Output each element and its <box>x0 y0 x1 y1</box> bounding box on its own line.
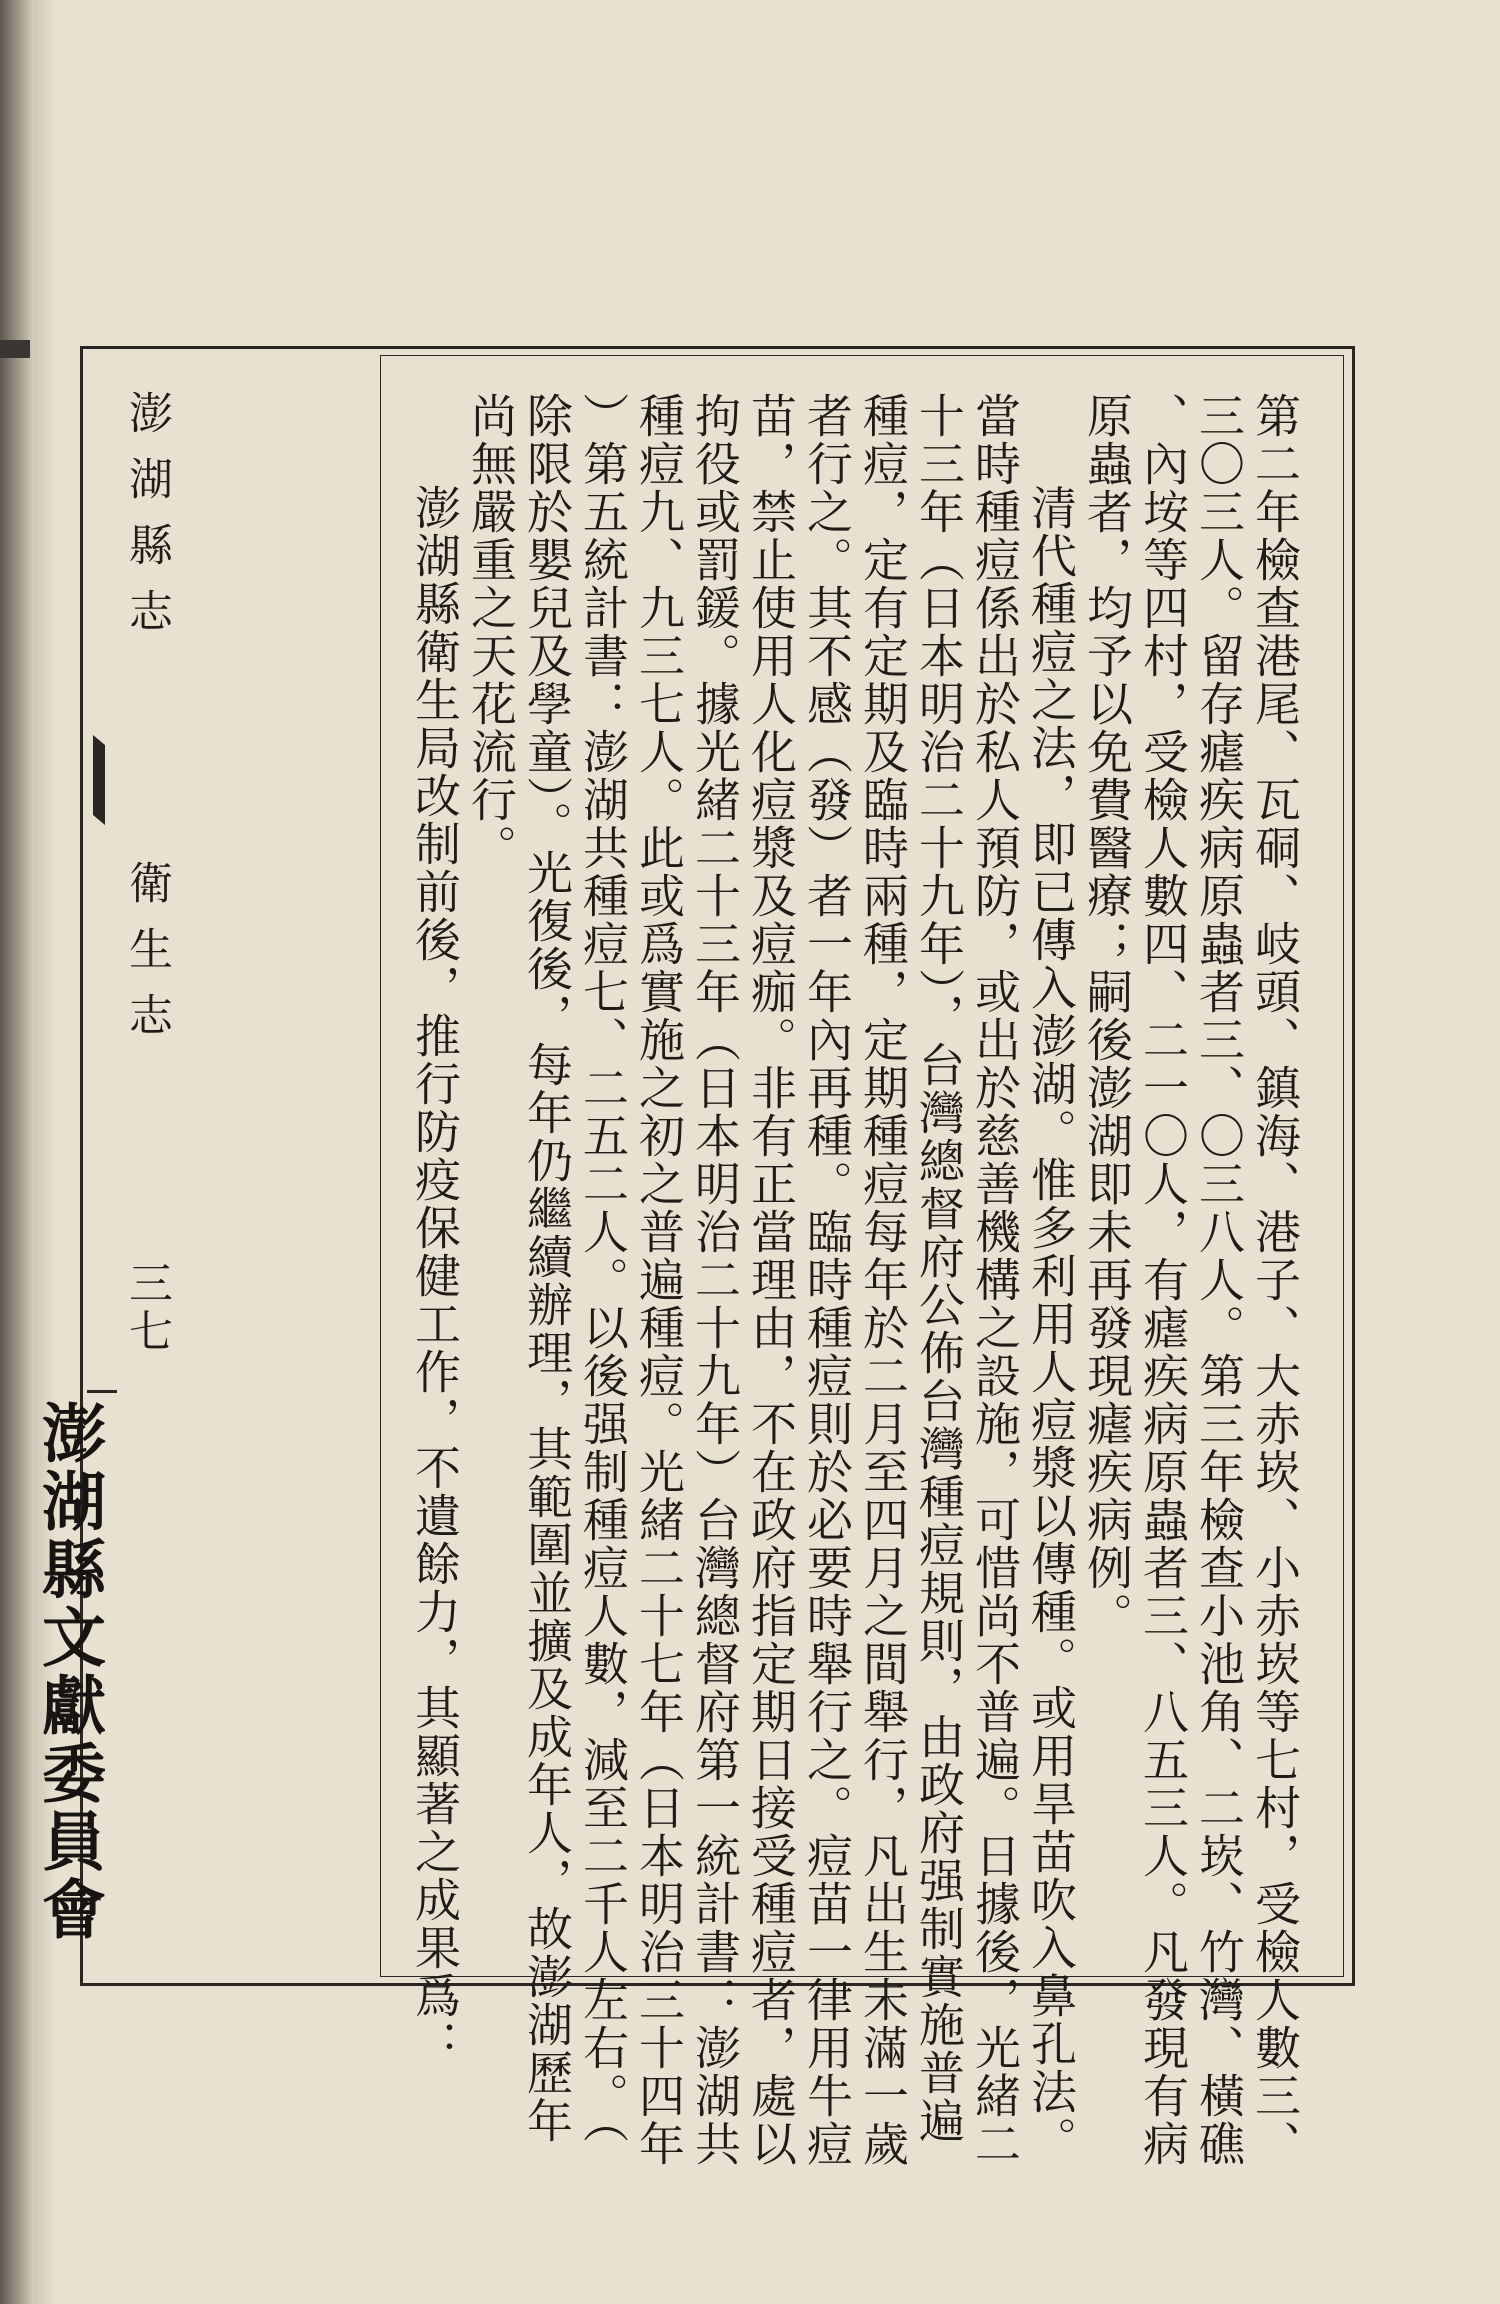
fold-mark <box>93 735 105 825</box>
text-column-5: 清代種痘之法，即已傳入澎湖。惟多利用人痘漿以傳種。或用旱苗吹入鼻孔法。 <box>1024 484 1078 2164</box>
text-column-6: 當時種痘係出於私人預防，或出於慈善機構之設施，可惜尚不普遍。日據後，光緒二 <box>968 392 1022 2168</box>
text-column-1: 第二年檢查港尾、瓦硐、岐頭、鎮海、港子、大赤崁、小赤崁等七村，受檢人數三、 <box>1248 392 1302 2168</box>
book-title: 澎湖縣志 <box>121 390 172 654</box>
text-column-7: 十三年（日本明治二十九年），台灣總督府公佈台灣種痘規則，由政府强制實施普遍 <box>912 392 966 2145</box>
text-column-13: ）第五統計書：澎湖共種痘七、二五二人。以後强制種痘人數，減至二千人左右。（ <box>576 392 630 2145</box>
page-number: 三七 <box>121 1260 172 1356</box>
text-column-4: 原蟲者，均予以免費醫療；嗣後澎湖即未再發現瘧疾病例。 <box>1080 392 1134 1640</box>
publisher-stamp: 澎湖縣文獻委員會 <box>31 1400 106 1944</box>
text-column-16: 澎湖縣衛生局改制前後，推行防疫保健工作，不遺餘力，其顯著之成果爲： <box>408 484 462 2068</box>
ink-smudge <box>0 340 30 358</box>
text-column-3: 、內垵等四村，受檢人數四、二一〇人，有瘧疾病原蟲者三、八五三人。凡發現有病 <box>1136 392 1190 2168</box>
margin-header <box>110 380 172 1980</box>
fold-rule <box>87 1390 117 1393</box>
text-column-2: 三〇三人。留存瘧疾病原蟲者三、〇三八人。第三年檢查小池角、二崁、竹灣、橫礁 <box>1192 392 1246 2168</box>
text-column-8: 種痘，定有定期及臨時兩種，定期種痘每年於二月至四月之間舉行，凡出生未滿一歲 <box>856 392 910 2168</box>
binding-strip <box>34 0 56 2304</box>
text-column-10: 苗，禁止使用人化痘漿及痘痂。非有正當理由，不在政府指定期日接受種痘者，處以 <box>744 392 798 2168</box>
text-column-12: 種痘九、九三七人。此或爲實施之初之普遍種痘。光緒二十七年（日本明治三十四年 <box>632 392 686 2168</box>
section-title: 衛生志 <box>121 860 172 1058</box>
text-column-14: 除限於嬰兒及學童）。光復後，每年仍繼續辦理，其範圍並擴及成年人，故澎湖歷年 <box>520 392 574 2145</box>
text-column-11: 拘役或罰鍰。據光緒二十三年（日本明治二十九年）台灣總督府第一統計書：澎湖共 <box>688 392 742 2168</box>
text-column-9: 者行之。其不感（發）者一年內再種。臨時種痘則於必要時舉行之。痘苗一律用牛痘 <box>800 392 854 2168</box>
text-column-15: 尚無嚴重之天花流行。 <box>464 392 518 872</box>
